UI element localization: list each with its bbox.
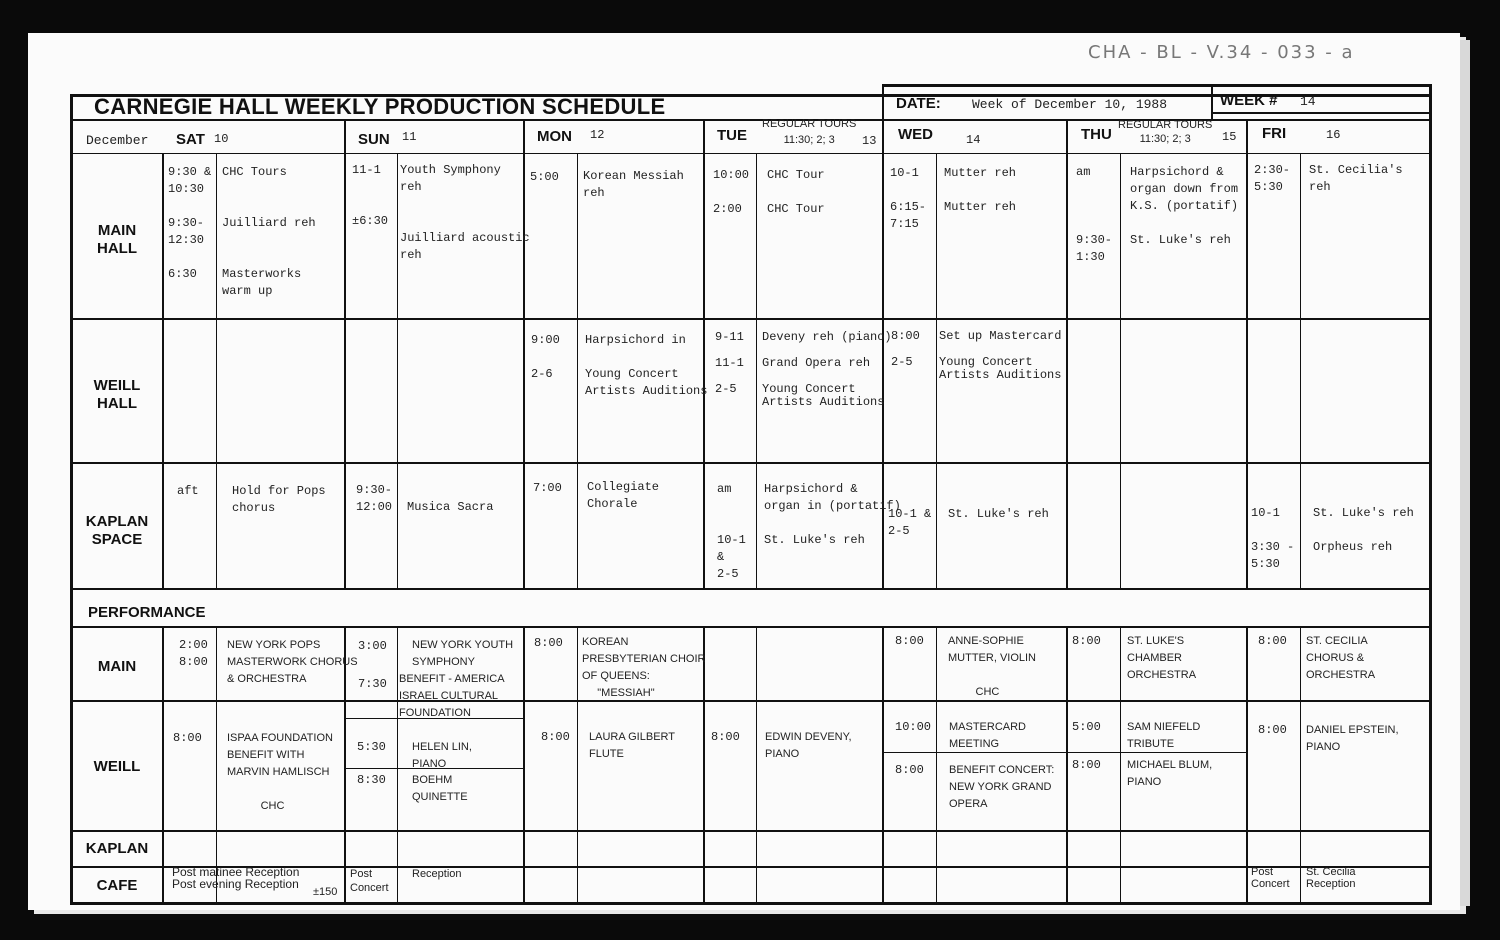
perf-main-thu-times: 8:00	[1072, 634, 1101, 648]
perf-weill-thu-times2: 8:00	[1072, 758, 1101, 772]
perf-main-sat-events: NEW YORK POPS MASTERWORK CHORUS & ORCHESTRA	[227, 639, 358, 685]
frame-right	[1429, 84, 1432, 904]
cafe-sun-events: Reception	[412, 868, 462, 880]
cafe-sat-events: Post matinee Reception Post evening Reception	[172, 865, 300, 891]
thu-tours-note: REGULAR TOURS 11:30; 2; 3	[1118, 119, 1213, 145]
day-wed-num: 14	[966, 133, 981, 147]
week-box-left	[1211, 84, 1213, 120]
thu-inner-lower	[1120, 626, 1121, 902]
perf-weill-sun-events1: HELEN LIN, PIANO	[412, 741, 472, 770]
tue-inner-lower	[756, 626, 757, 902]
frame-left	[70, 94, 73, 904]
perf-weill-sun-events2: BOEHM QUINETTE	[412, 774, 468, 803]
row-perf-weill: WEILL	[93, 758, 141, 775]
perf-weill-sun-times1: 5:30	[357, 740, 386, 754]
perf-main-thu-events: ST. LUKE'S CHAMBER ORCHESTRA	[1127, 635, 1197, 681]
col-sun-border	[344, 119, 346, 588]
main-fri-events: St. Cecilia's reh	[1309, 163, 1403, 194]
week-value: 14	[1300, 94, 1316, 109]
col-label-border-lower	[162, 626, 164, 902]
sat-inner-lower	[216, 626, 217, 902]
page-title: CARNEGIE HALL WEEKLY PRODUCTION SCHEDULE	[94, 94, 666, 119]
row-weill-hall: WEILL HALL	[93, 377, 141, 412]
main-wed-events: Mutter reh Mutter reh	[944, 166, 1017, 214]
kaplan-wed-times: 10-1 & 2-5	[888, 507, 932, 538]
perf-weill-wed-times2: 8:00	[895, 763, 924, 777]
day-mon-num: 12	[590, 128, 605, 142]
cafe-fri-times: Post Concert	[1251, 866, 1290, 890]
perf-main-mon-times: 8:00	[534, 636, 563, 650]
row-line-5	[70, 588, 1432, 590]
date-value: Week of December 10, 1988	[972, 97, 1168, 112]
kaplan-fri-times: 10-1 3:30 - 5:30	[1251, 506, 1295, 571]
perf-weill-tue-events: EDWIN DEVENY, PIANO	[765, 731, 852, 760]
perf-weill-wed-times1: 10:00	[895, 720, 932, 734]
main-sat-times: 9:30 & 10:30 9:30- 12:30 6:30	[168, 165, 212, 281]
weill-tue-events: Deveny reh (piano) Grand Opera reh Young Concert Artists Auditions	[762, 330, 892, 409]
weill-wed-events: Set up Mastercard Young Concert Artists Auditions	[939, 329, 1062, 382]
perf-main-sat-times: 2:00 8:00	[179, 638, 208, 669]
fri-inner-lower	[1300, 626, 1301, 902]
sun-inner-lower	[397, 626, 398, 902]
cafe-sat-note: ±150	[313, 886, 338, 898]
col-fri-border-lower	[1246, 626, 1248, 902]
col-mon-border-lower	[523, 626, 525, 902]
perf-weill-thu-events2: MICHAEL BLUM, PIANO	[1127, 759, 1213, 788]
week-label: WEEK #	[1220, 92, 1278, 109]
kaplan-sun-times: 9:30- 12:00	[356, 483, 393, 514]
kaplan-sun-events: Musica Sacra	[407, 500, 494, 514]
kaplan-tue-events: Harpsichord & organ in (portatif) St. Luke's reh	[764, 482, 901, 547]
day-wed: WED	[898, 126, 933, 143]
fri-inner	[1300, 153, 1301, 588]
row-cafe: CAFE	[96, 877, 138, 894]
main-tue-times: 10:00 2:00	[713, 168, 750, 216]
perf-weill-fri-times: 8:00	[1258, 723, 1287, 737]
sun-inner	[397, 153, 398, 588]
row-line-4	[70, 462, 1432, 464]
tue-inner	[756, 153, 757, 588]
header-top-ext	[882, 84, 1432, 87]
kaplan-sat-times: aft	[177, 484, 199, 498]
perf-main-fri-times: 8:00	[1258, 634, 1287, 648]
frame-bottom	[70, 902, 1432, 905]
day-thu: THU	[1081, 126, 1112, 143]
weill-mon-events: Harpsichord in Young Concert Artists Auditions	[585, 333, 708, 398]
archive-id: CHA - BL - V.34 - 033 - a	[1088, 42, 1355, 63]
main-mon-times: 5:00	[530, 170, 559, 184]
day-mon: MON	[537, 128, 572, 145]
perf-main-wed-events: ANNE-SOPHIE MUTTER, VIOLIN CHC	[948, 635, 1037, 698]
perf-main-sun-times: 3:00 7:30	[358, 639, 387, 691]
day-sat: SAT	[176, 131, 205, 148]
row-line-7	[70, 700, 1432, 702]
main-sun-times: 11-1 ±6:30	[352, 163, 389, 228]
perf-main-mon-events: KOREAN PRESBYTERIAN CHOIR OF QUEENS: "MESSIAH"	[582, 636, 706, 699]
day-sat-num: 10	[214, 132, 229, 146]
perf-weill-mon-times: 8:00	[541, 730, 570, 744]
perf-weill-wed-events2: BENEFIT CONCERT: NEW YORK GRAND OPERA	[949, 764, 1055, 810]
cafe-sun-times: Post Concert	[350, 868, 389, 894]
perf-weill-sun-times2: 8:30	[357, 773, 386, 787]
perf-weill-sat-times: 8:00	[173, 731, 202, 745]
sheet-edge	[1460, 40, 1470, 906]
main-thu-events: Harpsichord & organ down from K.S. (portatif) St. Luke's reh	[1130, 165, 1239, 247]
col-label-border	[162, 153, 164, 588]
main-sun-events: Youth Symphony reh Juilliard acoustic reh	[400, 163, 530, 262]
kaplan-tue-times: am 10-1 & 2-5	[717, 482, 746, 581]
main-wed-times: 10-1 6:15- 7:15	[890, 166, 927, 231]
main-thu-times: am 9:30- 1:30	[1076, 165, 1113, 264]
day-tue-num: 13	[862, 134, 877, 148]
perf-weill-sat-events: ISPAA FOUNDATION BENEFIT WITH MARVIN HAMLISCH CHC	[227, 732, 333, 812]
week-box-bottom	[1211, 112, 1431, 114]
row-perf-kaplan: KAPLAN	[85, 840, 149, 857]
perf-weill-fri-events: DANIEL EPSTEIN, PIANO	[1306, 724, 1399, 753]
perf-weill-mon-events: LAURA GILBERT FLUTE	[589, 731, 675, 760]
thu-inner	[1120, 153, 1121, 588]
row-line-3	[70, 318, 1432, 320]
tue-tours-note: REGULAR TOURS 11:30; 2; 3	[762, 118, 857, 146]
date-box-left	[882, 84, 884, 120]
row-line-2	[70, 153, 1432, 154]
wed-inner	[936, 153, 937, 588]
month-label: December	[86, 133, 149, 148]
col-wed-border-lower	[882, 626, 884, 902]
main-fri-times: 2:30- 5:30	[1254, 163, 1291, 194]
kaplan-mon-events: Collegiate Chorale	[587, 480, 660, 511]
mon-inner	[577, 153, 578, 588]
day-fri: FRI	[1262, 125, 1287, 142]
date-label: DATE:	[896, 95, 941, 112]
perf-main-sun-events2: BENEFIT - AMERICA ISRAEL CULTURAL FOUNDATION	[399, 673, 505, 719]
row-kaplan-space: KAPLAN SPACE	[85, 513, 149, 548]
row-line-8	[70, 830, 1432, 832]
weill-mon-times: 9:00 2-6	[531, 333, 560, 381]
day-fri-num: 16	[1326, 128, 1341, 142]
kaplan-fri-events: St. Luke's reh Orpheus reh	[1313, 506, 1414, 554]
perf-weill-tue-times: 8:00	[711, 730, 740, 744]
day-sun-num: 11	[402, 130, 417, 144]
perf-weill-thu-events1: SAM NIEFELD TRIBUTE	[1127, 721, 1201, 750]
main-mon-events: Korean Messiah reh	[583, 169, 684, 200]
day-sun: SUN	[358, 131, 390, 148]
day-thu-num: 15	[1222, 130, 1237, 144]
cafe-fri-events: St. Cecilia Reception	[1306, 866, 1356, 890]
main-tue-events: CHC Tour CHC Tour	[767, 168, 825, 216]
row-perf-main: MAIN	[97, 658, 137, 675]
kaplan-mon-times: 7:00	[533, 481, 562, 495]
kaplan-wed-events: St. Luke's reh	[948, 507, 1049, 521]
col-thu-border	[1066, 119, 1068, 588]
mon-inner-lower	[577, 626, 578, 902]
weill-tue-times: 9-11 11-1 2-5	[715, 330, 744, 396]
perf-main-wed-times: 8:00	[895, 634, 924, 648]
main-sat-events: CHC Tours Juilliard reh Masterworks warm up	[222, 165, 316, 298]
perf-weill-thu-times1: 5:00	[1072, 720, 1101, 734]
wed-inner-lower	[936, 626, 937, 902]
col-fri-border	[1246, 119, 1248, 588]
perf-main-sun-events1: NEW YORK YOUTH SYMPHONY	[412, 639, 514, 668]
row-line-6	[70, 626, 1432, 628]
sat-inner	[216, 153, 217, 588]
col-thu-border-lower	[1066, 626, 1068, 902]
kaplan-sat-events: Hold for Pops chorus	[232, 484, 326, 515]
row-performance: PERFORMANCE	[88, 604, 206, 621]
weill-wed-times: 8:00 2-5	[891, 329, 920, 369]
perf-weill-wed-events1: MASTERCARD MEETING	[949, 721, 1027, 750]
perf-main-fri-events: ST. CECILIA CHORUS & ORCHESTRA	[1306, 635, 1376, 681]
row-main-hall: MAIN HALL	[97, 222, 137, 257]
day-tue: TUE	[717, 127, 747, 144]
